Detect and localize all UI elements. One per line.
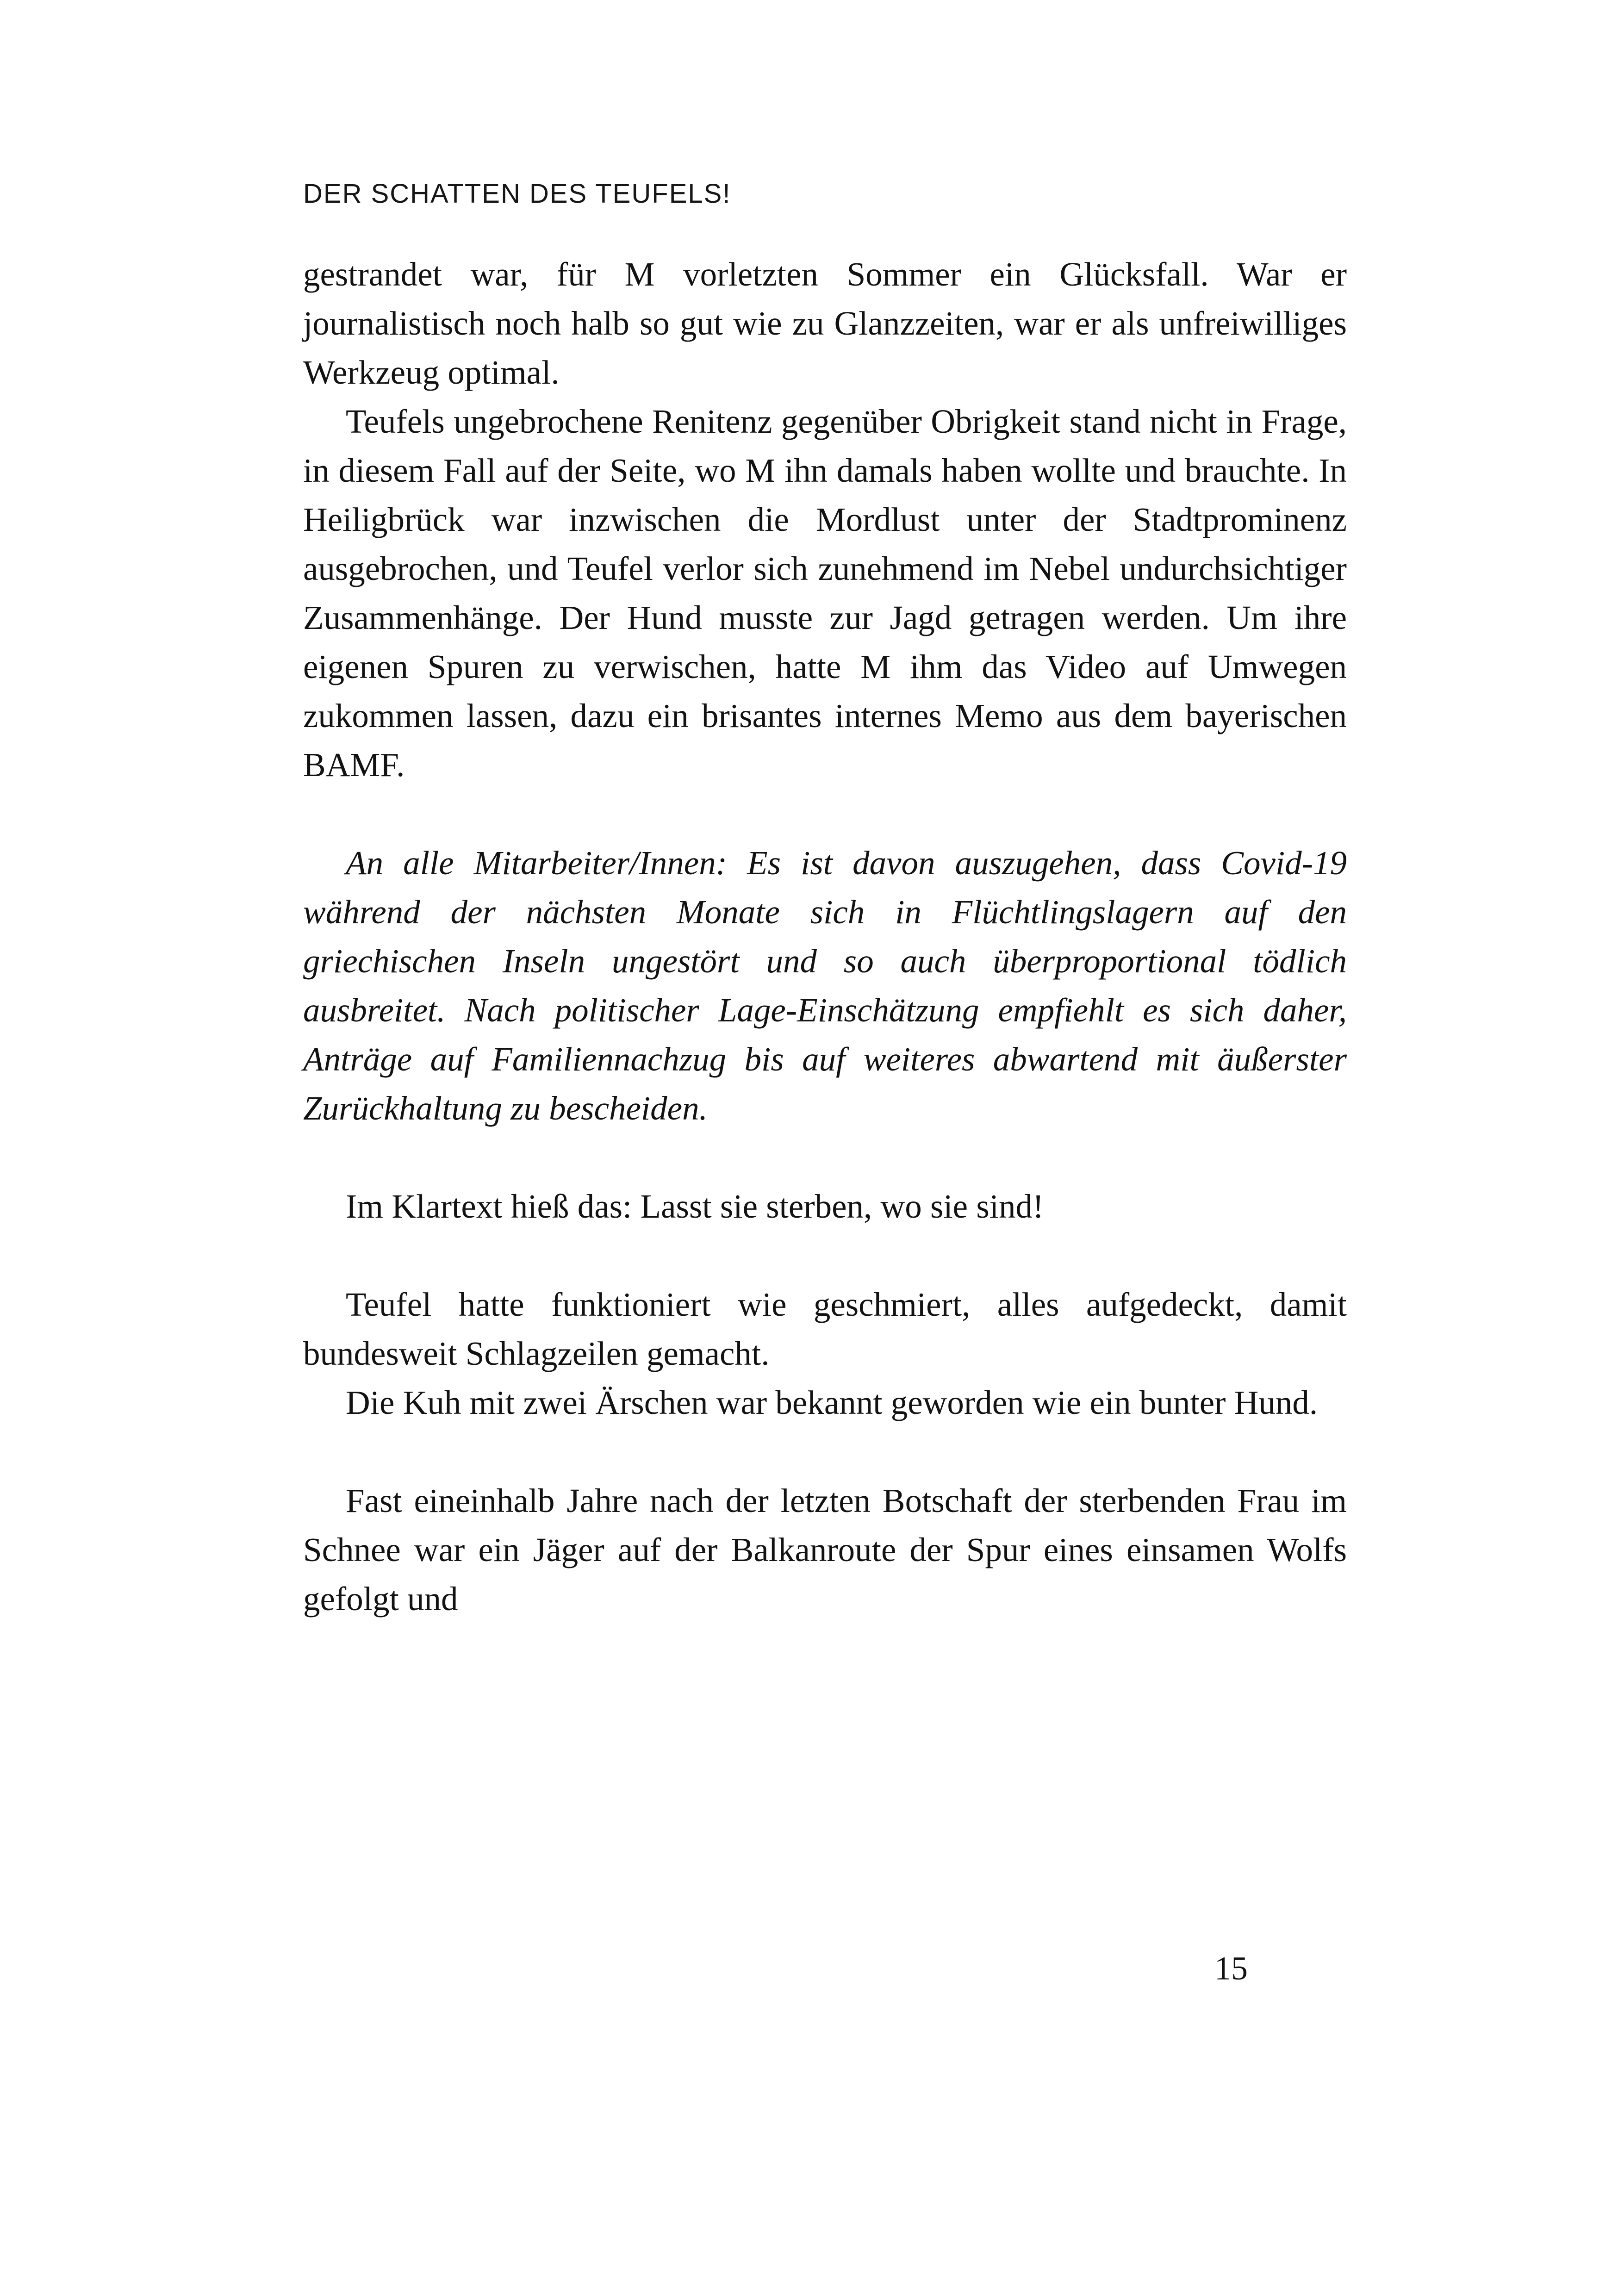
paragraph: Im Klartext hieß das: Lasst sie sterben, wo sie sind! <box>346 1188 1044 1225</box>
running-header: DER SCHATTEN DES TEUFELS! <box>303 179 731 209</box>
paragraph-memo-quote: An alle Mitarbeiter/Innen: Es ist davon auszugehen, dass Covid-19 während der nächsten Monate sich in Flüchtlingslagern auf den griechischen Inseln ungestört und so auch überproportional tödlich ausbreitet. Nach politischer Lage-Einschätzung empfiehlt es sich daher, Anträge auf Familiennachzug bis auf weiteres abwartend mit äußerster Zurückhaltung zu bescheiden. <box>303 844 1347 1127</box>
page-number: 15 <box>1214 1950 1248 1987</box>
text-column <box>303 178 1347 1624</box>
paragraph: Teufels ungebrochene Renitenz gegenüber Obrigkeit stand nicht in Frage, in diesem Fall auf der Seite, wo M ihn damals haben wollte und brauchte. In Heiligbrück war inzwischen die Mordlust unter der Stadtprominenz ausgebrochen, und Teufel verlor sich zunehmend im Nebel undurchsichtiger Zusammenhänge. Der Hund musste zur Jagd getragen werden. Um ihre eigenen Spuren zu verwischen, hatte M ihm das Video auf Umwegen zukommen lassen, dazu ein brisantes internes Memo aus dem bayerischen BAMF. <box>303 403 1347 784</box>
body-text <box>303 250 1347 1624</box>
paragraph: Teufel hatte funktioniert wie geschmiert, alles aufgedeckt, damit bundesweit Schlagzeilen gemacht. <box>303 1286 1347 1372</box>
paragraph: Fast eineinhalb Jahre nach der letzten Botschaft der sterbenden Frau im Schnee war ein Jäger auf der Balkanroute der Spur eines einsamen Wolfs gefolgt und <box>303 1482 1347 1618</box>
paragraph: Die Kuh mit zwei Ärschen war bekannt geworden wie ein bunter Hund. <box>346 1384 1318 1421</box>
paragraph-continuation: gestrandet war, für M vorletzten Sommer ein Glücksfall. War er journalistisch noch halb so gut wie zu Glanzzeiten, war er als unfreiwilliges Werkzeug optimal. <box>303 255 1347 391</box>
